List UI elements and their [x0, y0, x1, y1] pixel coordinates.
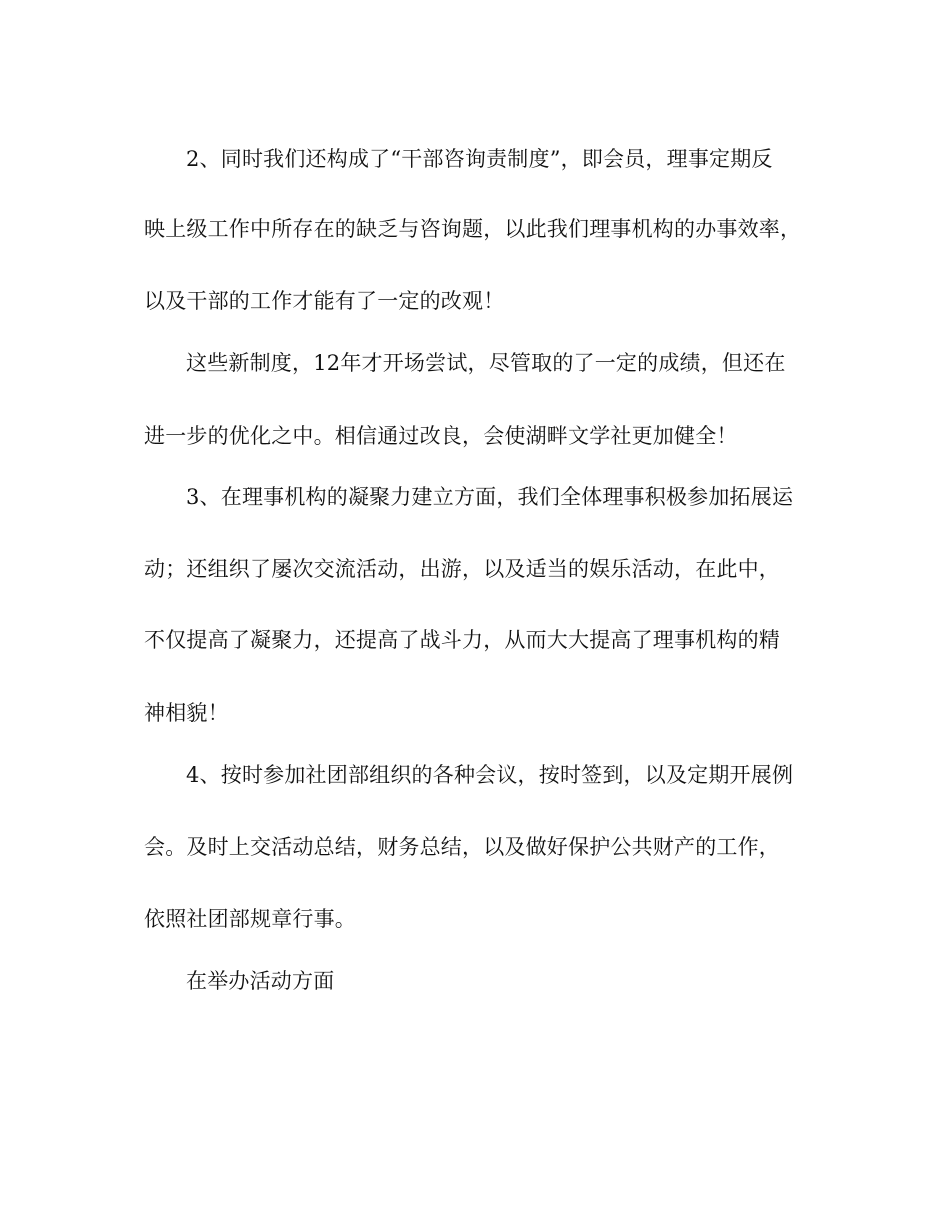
- paragraph-line: 神相貌！: [144, 701, 229, 725]
- paragraph-line: 进一步的优化之中。相信通过改良，会使湖畔文学社更加健全！: [144, 424, 738, 448]
- paragraph-line: 3、在理事机构的凝聚力建立方面，我们全体理事积极参加拓展运: [186, 485, 794, 509]
- paragraph-line: 依照社团部规章行事。: [144, 907, 356, 931]
- paragraph-line: 会。及时上交活动总结，财务总结，以及做好保护公共财产的工作，: [144, 835, 780, 859]
- paragraph-line: 映上级工作中所存在的缺乏与咨询题，以此我们理事机构的办事效率，: [144, 217, 802, 241]
- paragraph-line: 2、同时我们还构成了“干部咨询责制度”，即会员，理事定期反: [186, 147, 773, 171]
- section-heading: 在举办活动方面: [186, 969, 335, 993]
- paragraph-line: 这些新制度，12年才开场尝试，尽管取的了一定的成绩，但还在: [186, 351, 786, 375]
- paragraph-line: 不仅提高了凝聚力，还提高了战斗力，从而大大提高了理事机构的精: [144, 628, 780, 652]
- paragraph-line: 4、按时参加社团部组织的各种会议，按时签到，以及定期开展例: [186, 763, 794, 787]
- paragraph-line: 以及干部的工作才能有了一定的改观！: [144, 289, 505, 313]
- paragraph-line: 动；还组织了屡次交流活动，出游，以及适当的娱乐活动，在此中，: [144, 557, 780, 581]
